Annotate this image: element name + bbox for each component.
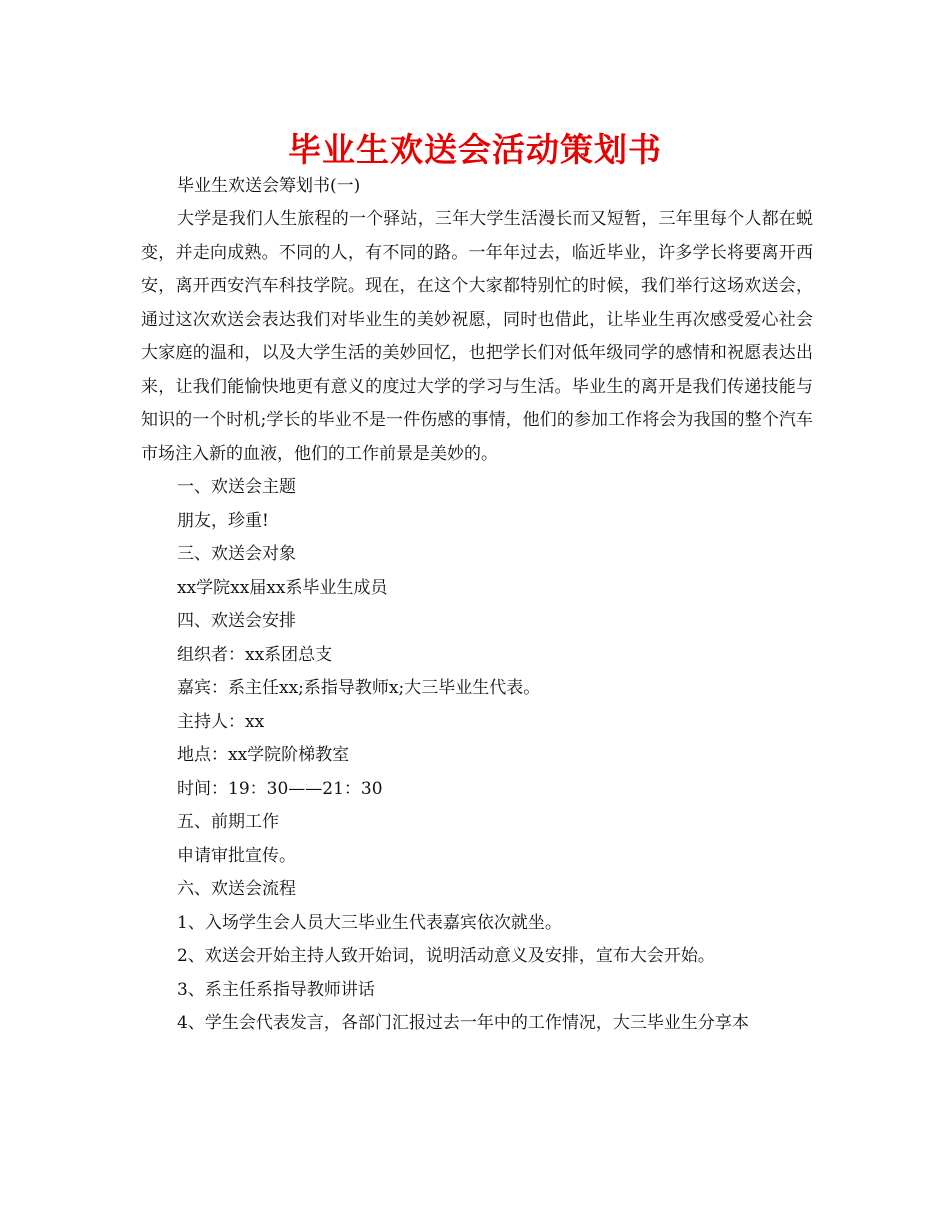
organizer-line: 组织者：xx系团总支: [177, 644, 333, 665]
section-heading-procedure: 六、欢送会流程: [177, 879, 296, 899]
procedure-step-4: 4、学生会代表发言，各部门汇报过去一年中的工作情况，大三毕业生分享本: [177, 1013, 749, 1033]
document-title: 毕业生欢送会活动策划书: [288, 130, 662, 169]
section-heading-audience: 三、欢送会对象: [177, 544, 296, 564]
preparation-text: 申请审批宣传。: [177, 845, 296, 866]
document-body: [141, 170, 813, 1041]
section-heading-arrangement: 四、欢送会安排: [177, 611, 296, 631]
theme-text: 朋友，珍重!: [177, 510, 269, 531]
audience-text: xx学院xx届xx系毕业生成员: [177, 577, 388, 598]
section-heading-theme: 一、欢送会主题: [177, 477, 296, 497]
guests-line: 嘉宾：系主任xx;系指导教师x;大三毕业生代表。: [177, 678, 541, 698]
procedure-step-2: 2、欢送会开始主持人致开始词，说明活动意义及安排，宣布大会开始。: [177, 946, 715, 966]
procedure-step-1: 1、入场学生会人员大三毕业生代表嘉宾依次就坐。: [177, 912, 562, 933]
intro-paragraph: 大学是我们人生旅程的一个驿站，三年大学生活漫长而又短暂，三年里每个人都在蜕变，并走向成熟。不同的人，有不同的路。一年年过去，临近毕业，许多学长将要离开西安，离开西安汽车科技学院。现在，在这个大家都特别忙的时候，我们举行这场欢送会，通过这次欢送会表达我们对毕业生的美妙祝愿，同时也借此，让毕业生再次感受爱心社会大家庭的温和，以及大学生活的美妙回忆，也把学长们对低年级同学的感情和祝愿表达出来，让我们能愉快地更有意义的度过大学的学习与生活。毕业生的离开是我们传递技能与知识的一个时机;学长的毕业不是一件伤感的事情，他们的参加工作将会为我国的整个汽车市场注入新的血液，他们的工作前景是美妙的。: [141, 209, 813, 464]
location-line: 地点：xx学院阶梯教室: [177, 745, 350, 765]
section-heading-preparation: 五、前期工作: [177, 812, 279, 832]
document-subtitle: 毕业生欢送会筹划书(一): [177, 176, 361, 196]
time-line: 时间：19：30——21：30: [177, 778, 383, 799]
procedure-step-3: 3、系主任系指导教师讲话: [177, 979, 375, 1000]
host-line: 主持人：xx: [177, 711, 265, 732]
